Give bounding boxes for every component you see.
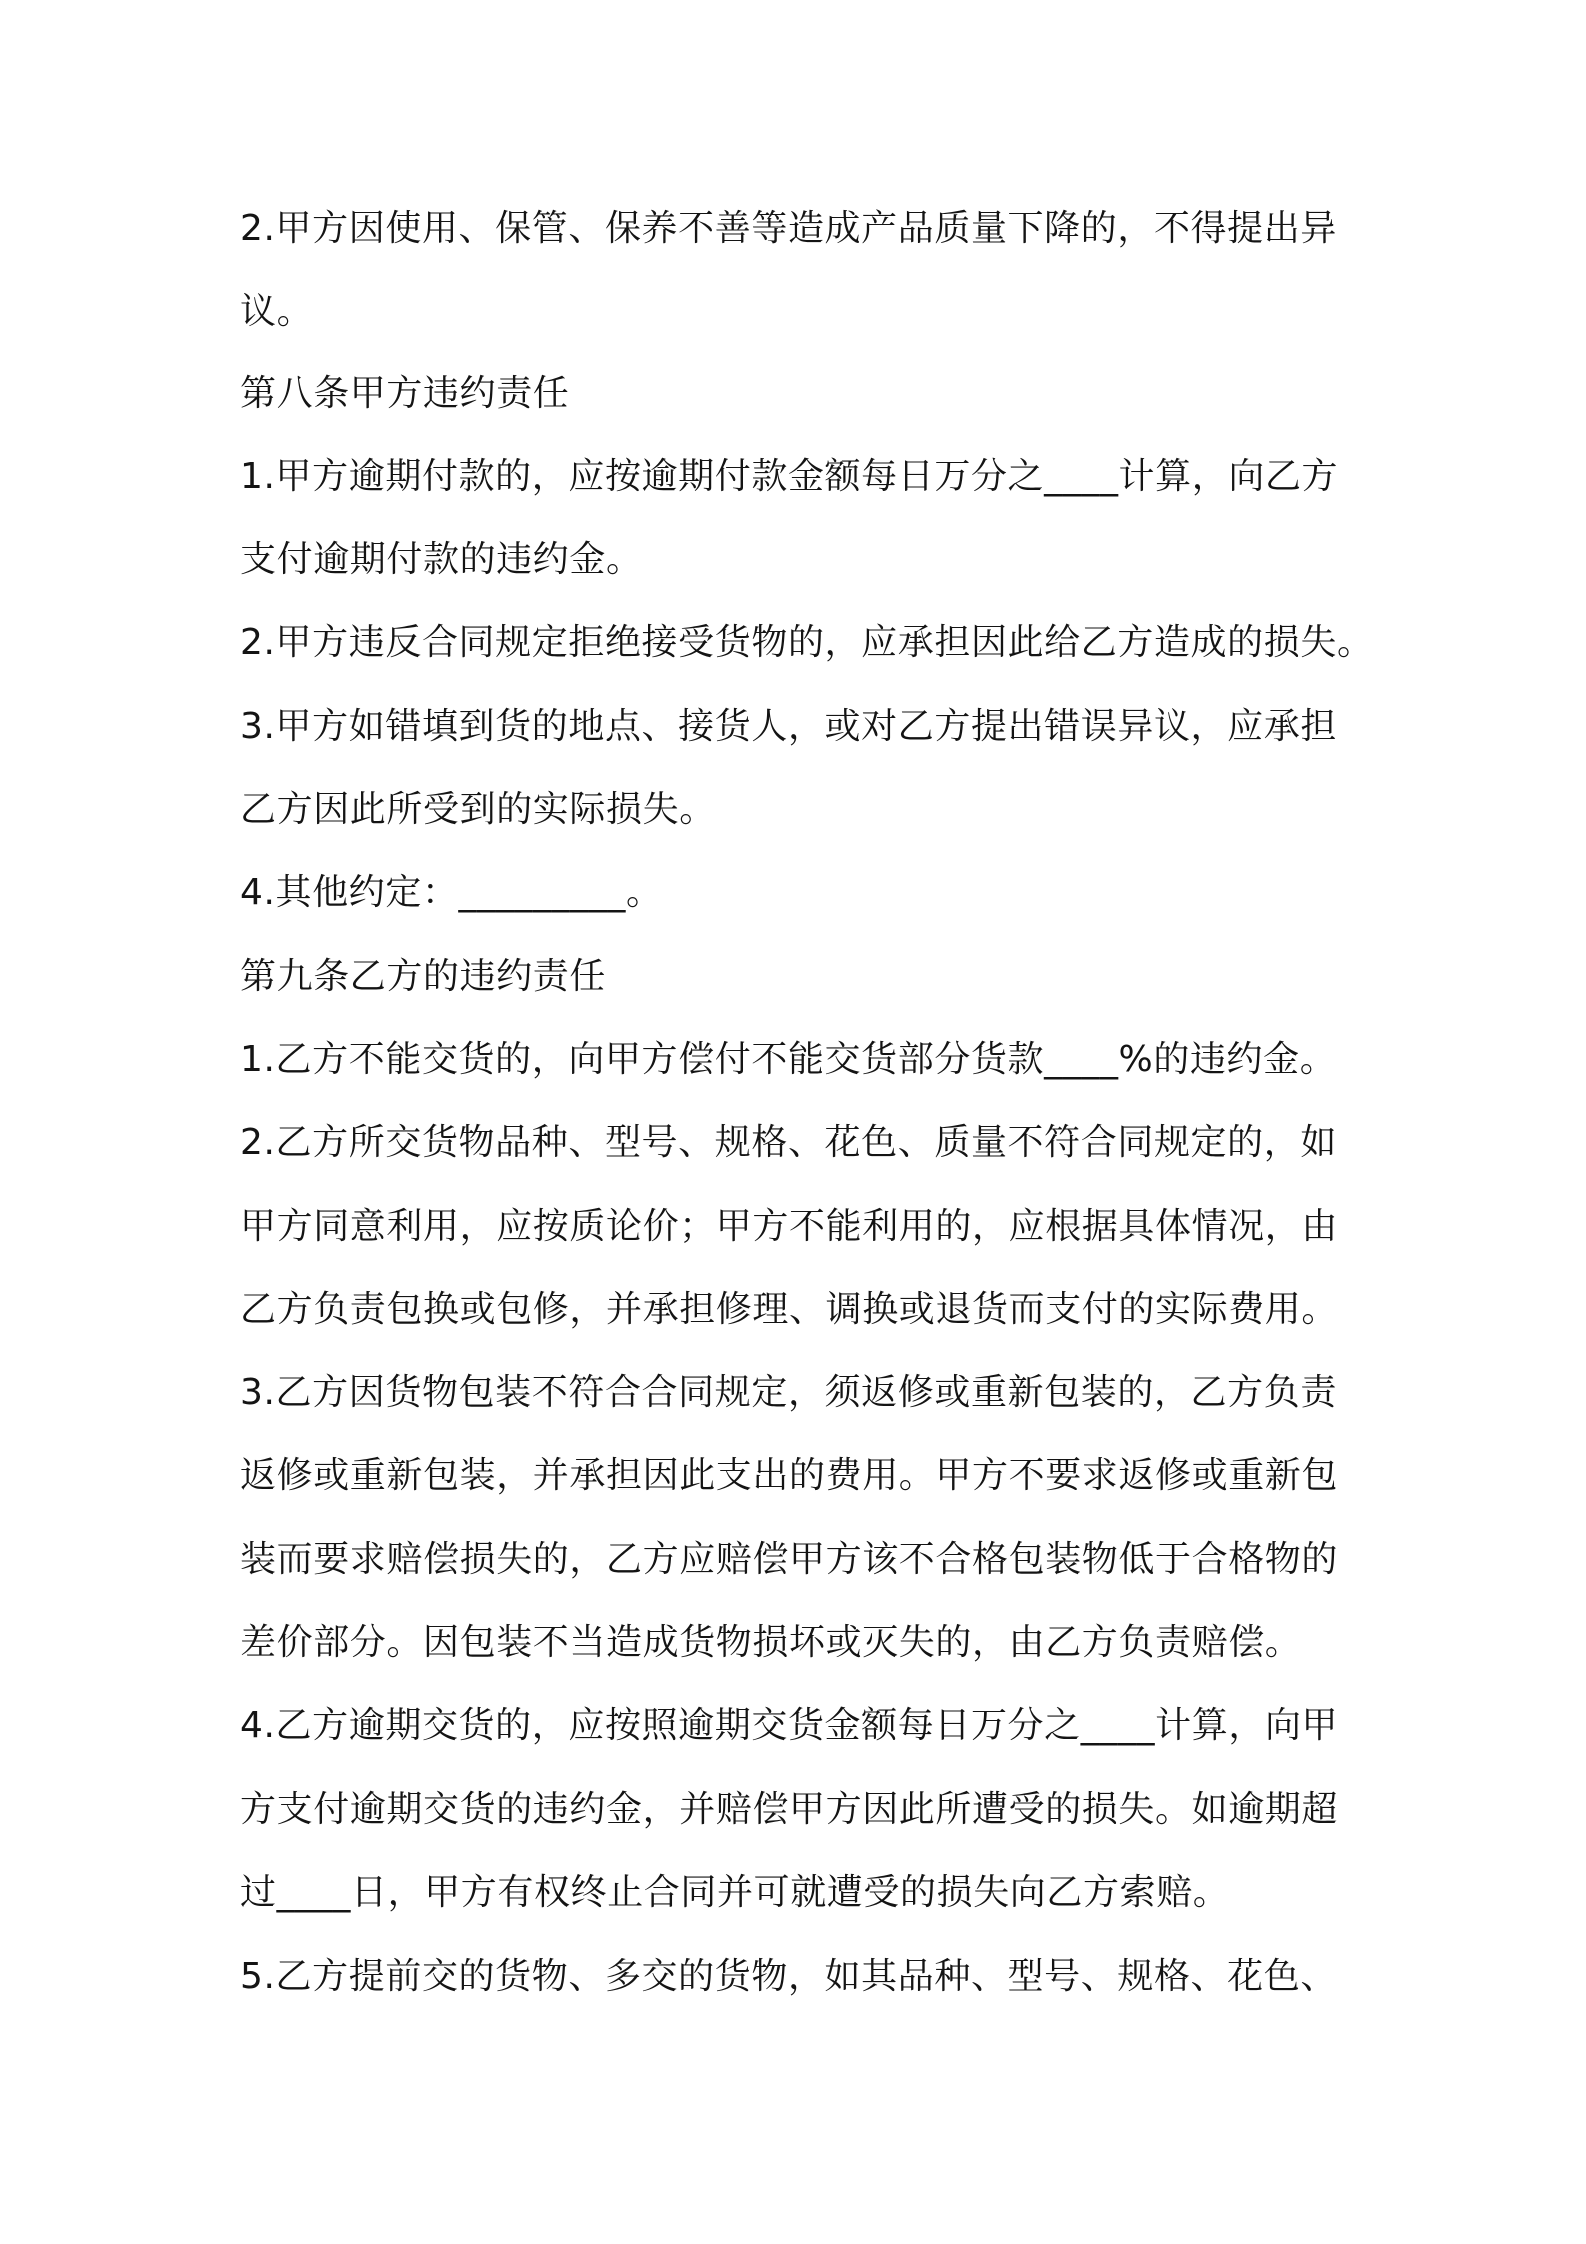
text-line: 甲方同意利用，应按质论价；甲方不能利用的，应根据具体情况，由: [240, 1206, 1339, 1247]
text-line: 乙方负责包换或包修，并承担修理、调换或退货而支付的实际费用。: [240, 1289, 1339, 1330]
section-heading: 第九条乙方的违约责任: [240, 956, 607, 997]
text-line: 3.甲方如错填到货的地点、接货人，或对乙方提出错误异议，应承担: [240, 706, 1337, 747]
text-line: 2.甲方因使用、保管、保养不善等造成产品质量下降的，不得提出异: [240, 208, 1337, 249]
text-line: 4.乙方逾期交货的，应按照逾期交货金额每日万分之____计算，向甲: [240, 1705, 1339, 1746]
text-line: 方支付逾期交货的违约金，并赔偿甲方因此所遭受的损失。如逾期超: [240, 1789, 1339, 1830]
text-line: 返修或重新包装，并承担因此支出的费用。甲方不要求返修或重新包: [240, 1455, 1339, 1496]
text-line: 1.甲方逾期付款的，应按逾期付款金额每日万分之____计算，向乙方: [240, 456, 1339, 497]
text-line: 过____日，甲方有权终止合同并可就遭受的损失向乙方索赔。: [240, 1872, 1230, 1913]
text-line: 1.乙方不能交货的，向甲方偿付不能交货部分货款____%的违约金。: [240, 1039, 1337, 1080]
text-line: 差价部分。因包装不当造成货物损坏或灭失的，由乙方负责赔偿。: [240, 1622, 1302, 1663]
text-line: 2.甲方违反合同规定拒绝接受货物的，应承担因此给乙方造成的损失。: [240, 622, 1374, 663]
text-line: 支付逾期付款的违约金。: [240, 539, 643, 580]
text-line: 3.乙方因货物包装不符合合同规定，须返修或重新包装的，乙方负责: [240, 1372, 1337, 1413]
text-line: 议。: [240, 291, 314, 332]
section-heading: 第八条甲方违约责任: [240, 373, 570, 414]
text-line: 5.乙方提前交的货物、多交的货物，如其品种、型号、规格、花色、: [240, 1956, 1337, 1997]
text-line: 4.其他约定：_________。: [240, 872, 663, 913]
text-line: 装而要求赔偿损失的，乙方应赔偿甲方该不合格包装物低于合格物的: [240, 1539, 1339, 1580]
text-line: 乙方因此所受到的实际损失。: [240, 789, 716, 830]
text-line: 2.乙方所交货物品种、型号、规格、花色、质量不符合同规定的，如: [240, 1122, 1337, 1163]
